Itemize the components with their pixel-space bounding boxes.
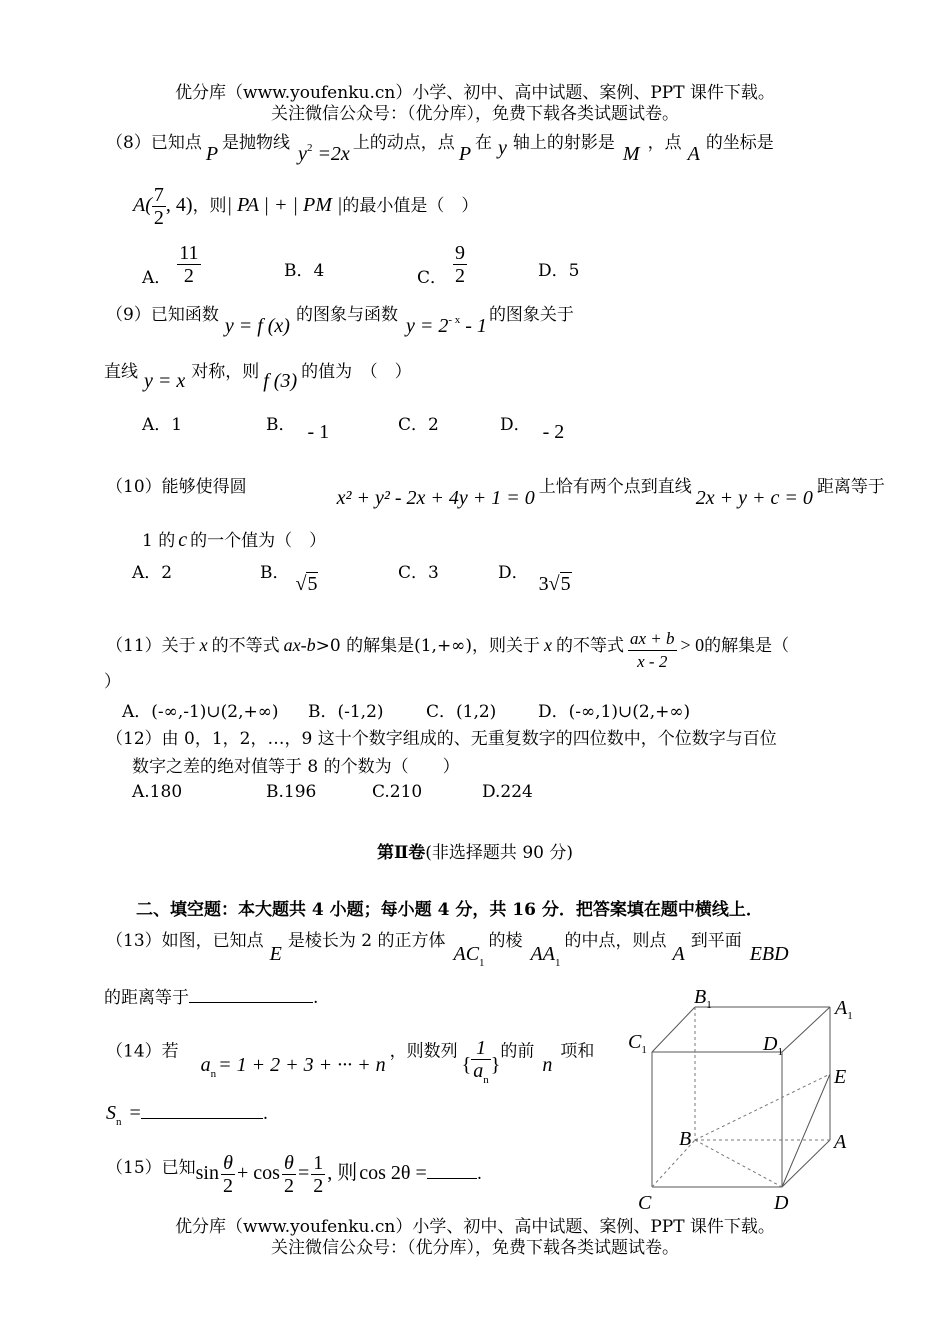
q11-option-b[interactable]: B．(-1,2)	[308, 702, 384, 722]
question-14-line-2: $S_n$ = .	[106, 1102, 269, 1128]
q9-option-d[interactable]: D． - 2	[500, 415, 565, 443]
q9-option-b[interactable]: B． - 1	[266, 415, 330, 443]
q12-option-b[interactable]: B.196	[266, 782, 317, 802]
question-12-line-1: （12）由 0，1，2，…，9 这十个数字组成的、无重复数字的四位数中，个位数字与百位	[106, 729, 777, 749]
q8-option-c[interactable]: C． $\frac{9}{2}$	[417, 242, 466, 288]
q12-option-c[interactable]: C.210	[372, 782, 423, 802]
question-8-line-2: A( $\frac{7}{2}$ , 4)，则| PA | + | PM |的最小值是（ ）	[133, 184, 479, 229]
footer-line-2: 关注微信公众号：（优分库），免费下载各类试题试卷。	[271, 1238, 679, 1258]
question-8-line-1: （8）已知点 P 是抛物线 $y^2 =2x$ 上的动点，点 P 在 y 轴上的射影是 M ，点 A 的坐标是	[106, 133, 774, 165]
question-13-line-1: （13）如图，已知点E是棱长为 2 的正方体$AC_1$的棱$AA_1$的中点，则点A到平面EBD	[106, 931, 789, 969]
q14-answer-blank[interactable]	[141, 1104, 263, 1119]
q8-option-d[interactable]: D．5	[538, 261, 580, 281]
cube-figure	[620, 982, 860, 1214]
q12-option-d[interactable]: D.224	[482, 782, 533, 802]
q10-option-b[interactable]: B． √5	[260, 563, 318, 595]
hidden-edge-b-d	[695, 1140, 782, 1187]
q12-option-a[interactable]: A.180	[132, 782, 183, 802]
header-line-2: 关注微信公众号：（优分库），免费下载各类试题试卷。	[271, 104, 679, 124]
q10-option-d[interactable]: D． 3√5	[498, 563, 571, 595]
question-14-line-1: （14）若$a_n = 1 + 2 + 3$ + ··· + n，则数列{ $\frac{1}{a_n}$ }的前n项和	[106, 1037, 595, 1086]
label-b1: $B_1$	[694, 986, 712, 1011]
label-c: C	[638, 1192, 652, 1214]
q8-option-b[interactable]: B．4	[284, 261, 325, 281]
label-b: B	[679, 1128, 692, 1150]
question-10-line-2: 1 的 c 的一个值为（ ）	[142, 529, 327, 551]
q11-option-c[interactable]: C．(1,2)	[426, 702, 497, 722]
edge-c1-b1	[652, 1007, 695, 1052]
q15-answer-blank[interactable]	[427, 1164, 477, 1179]
question-13-line-2: 的距离等于 .	[104, 988, 319, 1008]
question-10-line-1: （10）能够使得圆 x² + y² - 2x + 4y + 1 = 0 上恰有两个点到直线 2x + y + c = 0 距离等于	[106, 477, 885, 509]
q11-option-d[interactable]: D．(-∞,1)∪(2,+∞)	[538, 702, 691, 722]
edge-d1-a1	[782, 1007, 830, 1052]
section-2-title: 第Ⅱ卷(非选择题共 90 分)	[376, 843, 574, 863]
label-d: D	[774, 1192, 789, 1214]
q10-option-a[interactable]: A．2	[132, 563, 173, 583]
question-9-line-2: 直线 y = x 对称，则 f (3) 的值为 （ ）	[104, 362, 412, 392]
edge-e-d	[782, 1074, 830, 1187]
question-11-line-1: （11）关于 x 的不等式 ax-b>0 的解集是(1,+∞)，则关于 x 的不等式 $\frac{ax + b}{x - 2}$ > 0的解集是（	[106, 629, 790, 671]
q10-option-c[interactable]: C．3	[398, 563, 439, 583]
label-c1: $C_1$	[628, 1031, 647, 1056]
question-15: （15）已知sin $\frac{\theta}{2}$ + cos $\frac{\theta}{2}$ = $\frac{1}{2}$ , 则 cos 2θ = .	[106, 1152, 483, 1197]
q8-option-a[interactable]: A． $\frac{11}{2}$	[142, 242, 199, 288]
edge-d-a	[782, 1140, 830, 1187]
label-d1: $D_1$	[763, 1033, 783, 1058]
label-a: A	[834, 1131, 847, 1153]
q9-option-c[interactable]: C．2	[398, 415, 439, 435]
footer-line-1: 优分库（www.youfenku.cn）小学、初中、高中试题、案例、PPT 课件下载。	[175, 1217, 775, 1237]
question-11-line-2: ）	[104, 672, 121, 692]
header-line-1: 优分库（www.youfenku.cn）小学、初中、高中试题、案例、PPT 课件下载。	[175, 83, 775, 103]
question-9-line-1: （9）已知函数 y = f (x) 的图象与函数 $y = 2^{- x} - 1$ 的图象关于	[106, 305, 574, 337]
label-a1: $A_1$	[835, 997, 853, 1022]
question-12-line-2: 数字之差的绝对值等于 8 的个数为（ ）	[132, 757, 460, 777]
hidden-edge-b-e	[695, 1074, 830, 1140]
q13-answer-blank[interactable]	[189, 988, 313, 1003]
q11-option-a[interactable]: A．(-∞,-1)∪(2,+∞)	[122, 702, 279, 722]
label-e: E	[834, 1066, 847, 1088]
section-2-instruction: 二、填空题：本大题共 4 小题；每小题 4 分，共 16 分．把答案填在题中横线上．	[136, 900, 763, 920]
q9-option-a[interactable]: A．1	[142, 415, 183, 435]
